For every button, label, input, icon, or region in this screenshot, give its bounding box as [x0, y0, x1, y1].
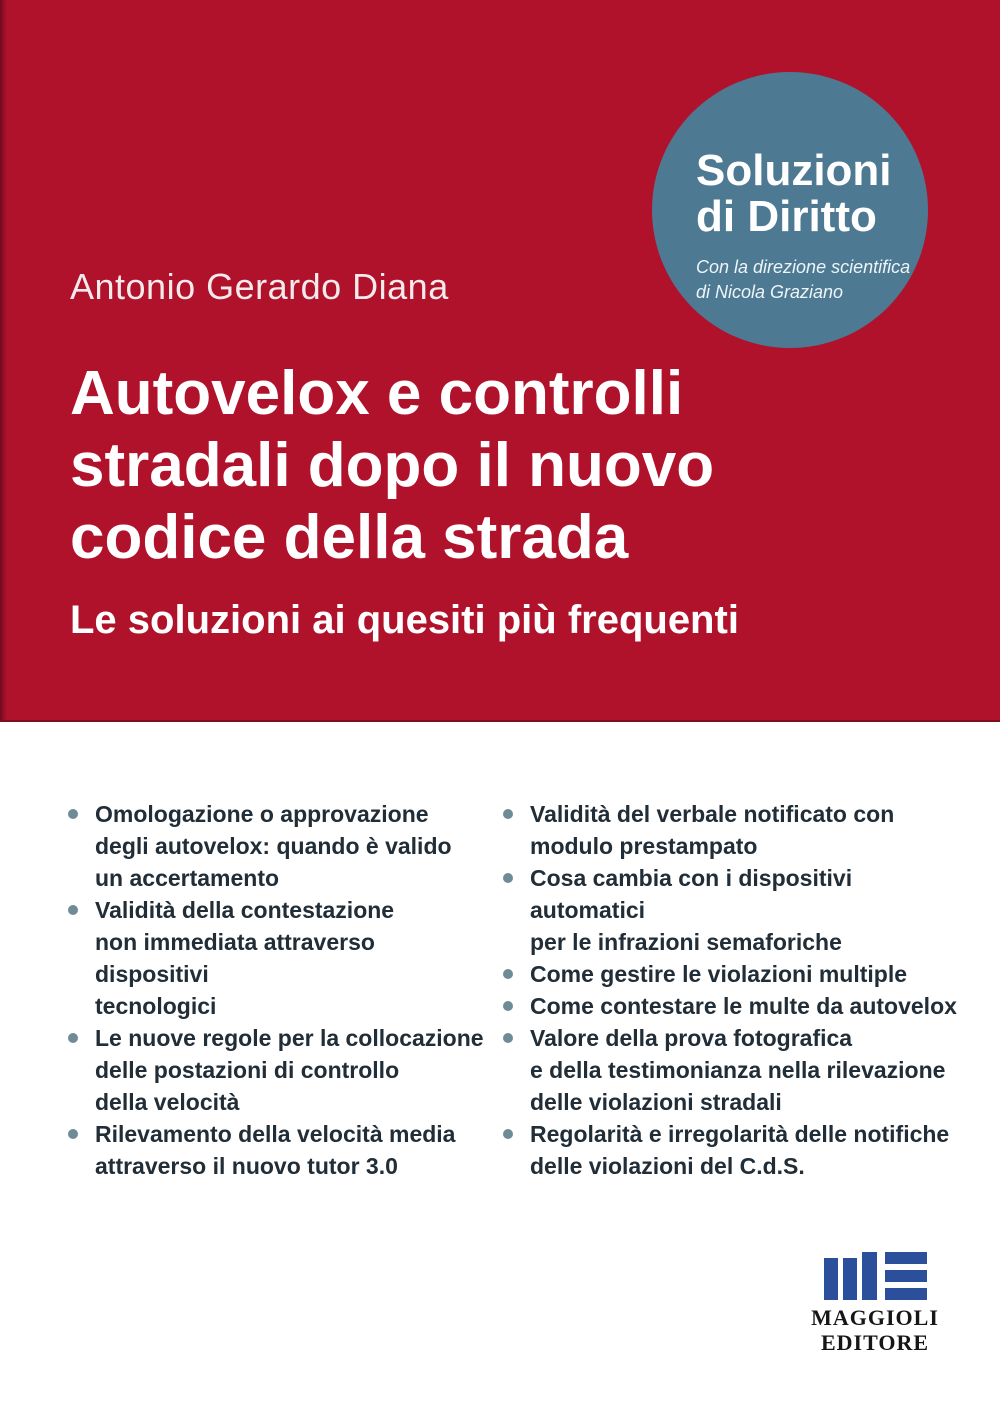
topic-text: Le nuove regole per la collocazione delle postazioni di controllo della velocità	[95, 1025, 484, 1115]
book-title	[70, 358, 714, 574]
series-note-line1: Con la direzione scientifica	[696, 257, 911, 277]
list-item	[503, 1118, 963, 1182]
topic-text: Omologazione o approvazione degli autovelox: quando è valido un accertamento	[95, 801, 452, 891]
list-item	[503, 990, 963, 1022]
list-item	[68, 1118, 488, 1182]
bullet-dot-icon	[68, 1129, 78, 1139]
bullet-dot-icon	[503, 1001, 513, 1011]
bullet-dot-icon	[503, 809, 513, 819]
author-name: Antonio Gerardo Diana	[70, 266, 449, 307]
monogram-bar-horizontal-2	[885, 1270, 927, 1282]
monogram-e-bars	[885, 1252, 927, 1300]
list-item	[68, 798, 488, 894]
bullet-dot-icon	[68, 809, 78, 819]
topic-text: Valore della prova fotografica e della testimonianza nella rilevazione delle violazioni stradali	[530, 1025, 946, 1115]
publisher-name	[811, 1305, 939, 1355]
bullet-dot-icon	[503, 1033, 513, 1043]
topic-text: Validità del verbale notificato con modulo prestampato	[530, 801, 895, 859]
series-title-line2: di Diritto	[696, 192, 877, 241]
book-title-line1: Autovelox e controlli	[70, 359, 684, 428]
monogram-bar-vertical-1	[824, 1258, 838, 1300]
book-title-line2: stradali dopo il nuovo	[70, 431, 715, 500]
topic-text: Cosa cambia con i dispositivi automatici per le infrazioni semaforiche	[530, 865, 853, 955]
list-item	[68, 1022, 488, 1118]
publisher-name-line1: MAGGIOLI	[811, 1305, 939, 1330]
bullet-dot-icon	[503, 873, 513, 883]
list-item	[503, 862, 963, 958]
series-badge	[652, 72, 928, 348]
series-title	[696, 148, 928, 240]
topic-text: Rilevamento della velocità media attraverso il nuovo tutor 3.0	[95, 1121, 456, 1179]
list-item	[503, 958, 963, 990]
topic-text: Regolarità e irregolarità delle notifiche delle violazioni del C.d.S.	[530, 1121, 950, 1179]
maggioli-monogram-icon	[824, 1252, 927, 1300]
publisher-name-line2: EDITORE	[820, 1330, 930, 1355]
book-subtitle: Le soluzioni ai quesiti più frequenti	[70, 598, 739, 642]
monogram-bar-vertical-3	[862, 1252, 877, 1300]
topic-text: Come gestire le violazioni multiple	[530, 961, 908, 987]
monogram-bar-horizontal-3	[885, 1288, 927, 1300]
list-item	[503, 798, 963, 862]
publisher-logo	[800, 1252, 950, 1355]
book-title-line3: codice della strada	[70, 503, 629, 572]
topic-text: Validità della contestazione non immediata attraverso dispositivi tecnologici	[95, 897, 395, 1019]
topics-list-left	[68, 798, 488, 1182]
series-title-line1: Soluzioni	[696, 146, 892, 195]
cover-body	[0, 722, 1000, 1413]
bullet-dot-icon	[503, 1129, 513, 1139]
topic-text: Come contestare le multe da autovelox	[530, 993, 957, 1019]
monogram-bar-vertical-2	[843, 1258, 857, 1300]
list-item	[503, 1022, 963, 1118]
bullet-dot-icon	[68, 1033, 78, 1043]
topics-list-right	[503, 798, 963, 1182]
list-item	[68, 894, 488, 1022]
series-direction-note	[696, 255, 928, 305]
bullet-dot-icon	[68, 905, 78, 915]
monogram-bar-horizontal-1	[885, 1252, 927, 1264]
bullet-dot-icon	[503, 969, 513, 979]
series-note-line2: di Nicola Graziano	[696, 282, 844, 302]
